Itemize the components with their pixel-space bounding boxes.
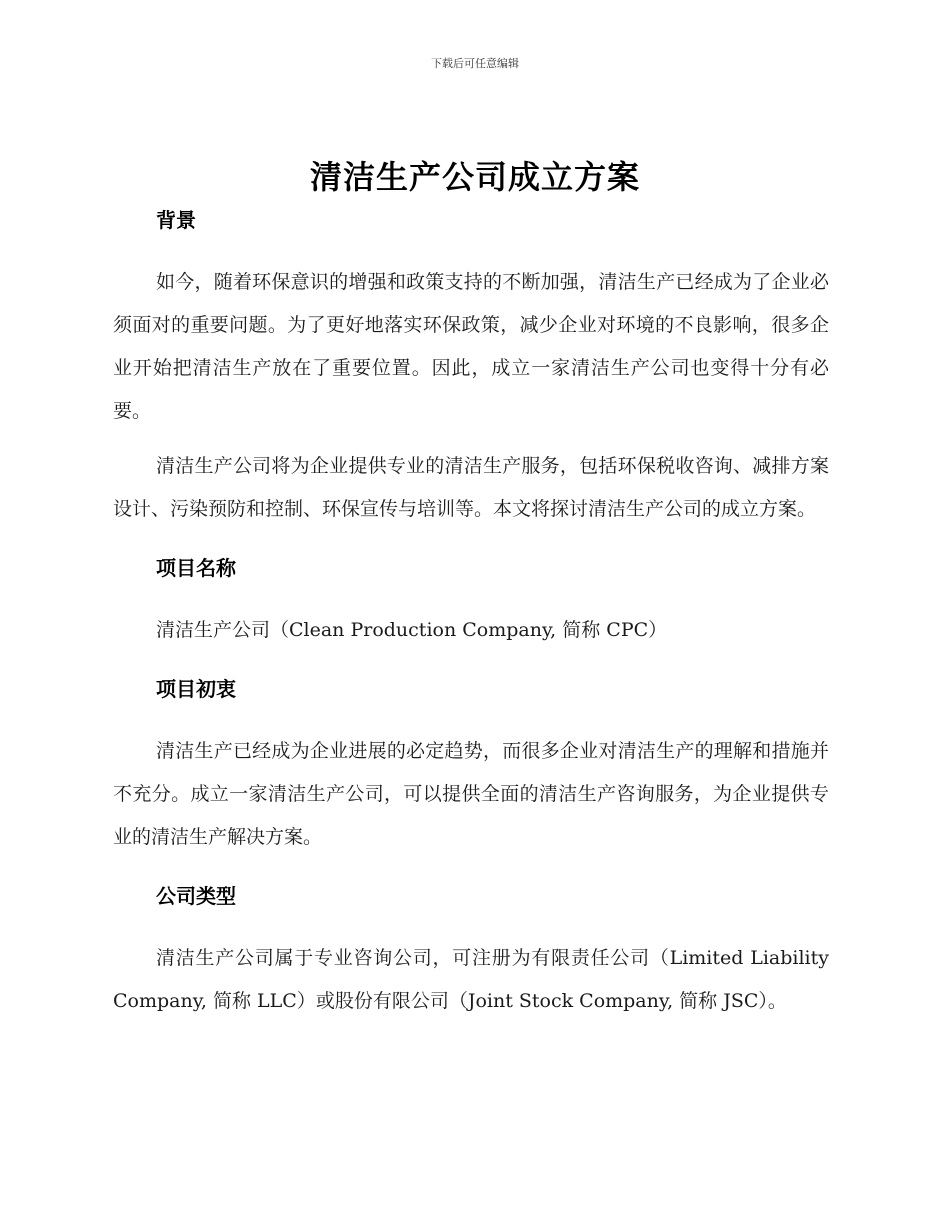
paragraph-background-2: 清洁生产公司将为企业提供专业的清洁生产服务，包括环保税收咨询、减排方案设计、污染预防和控制、环保宣传与培训等。本文将探讨清洁生产公司的成立方案。	[113, 455, 829, 520]
section-company-type	[113, 881, 829, 1023]
section-project-name	[113, 553, 829, 652]
section-project-intent	[113, 674, 829, 859]
header-note: 下载后可任意编辑	[431, 57, 519, 70]
section-heading-project-name: 项目名称	[156, 556, 236, 580]
paragraph-background-1: 如今，随着环保意识的增强和政策支持的不断加强，清洁生产已经成为了企业必须面对的重要问题。为了更好地落实环保政策，减少企业对环境的不良影响，很多企业开始把清洁生产放在了重要位置。因此，成立一家清洁生产公司也变得十分有必要。	[113, 271, 829, 422]
document-title: 清洁生产公司成立方案	[309, 158, 640, 196]
paragraph-project-intent: 清洁生产已经成为企业进展的必定趋势，而很多企业对清洁生产的理解和措施并不充分。成立一家清洁生产公司，可以提供全面的清洁生产咨询服务，为企业提供专业的清洁生产解决方案。	[113, 740, 829, 848]
paragraph-company-type: 清洁生产公司属于专业咨询公司，可注册为有限责任公司（Limited Liability Company, 简称 LLC）或股份有限公司（Joint Stock Company, 简称 JSC）。	[113, 947, 829, 1012]
section-background	[113, 205, 829, 531]
section-heading-company-type: 公司类型	[156, 884, 236, 908]
section-heading-project-intent: 项目初衷	[156, 677, 236, 701]
paragraph-project-name: 清洁生产公司（Clean Production Company, 简称 CPC）	[156, 619, 668, 641]
document-body	[113, 205, 829, 1023]
section-heading-background: 背景	[156, 208, 196, 232]
